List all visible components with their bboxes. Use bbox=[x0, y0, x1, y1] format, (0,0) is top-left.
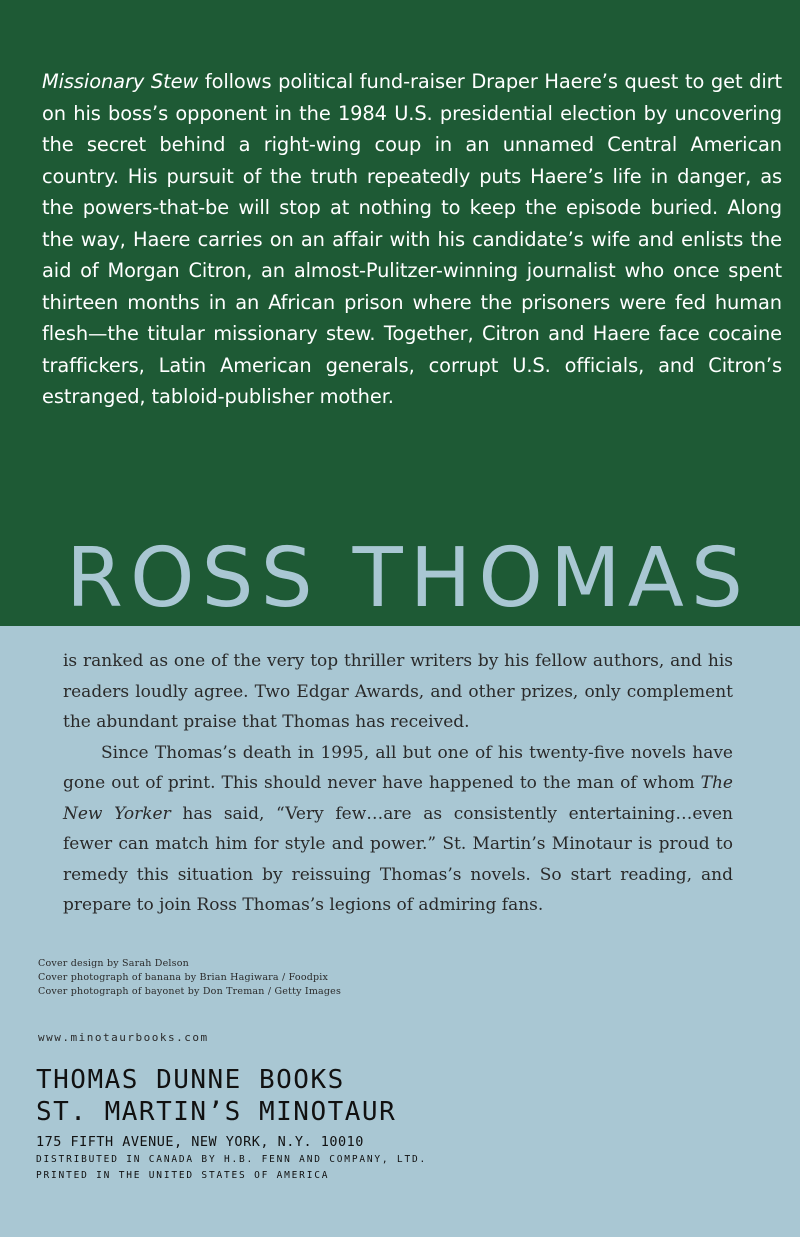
distribution-note: DISTRIBUTED IN CANADA BY H.B. FENN AND COMPANY, LTD. bbox=[36, 1154, 428, 1165]
imprint-name: THOMAS DUNNE BOOKS bbox=[36, 1065, 345, 1095]
printing-note: PRINTED IN THE UNITED STATES OF AMERICA bbox=[36, 1170, 330, 1181]
credit-line: Cover design by Sarah Delson bbox=[38, 958, 189, 969]
credit-line: Cover photograph of bayonet by Don Treman / Getty Images bbox=[38, 986, 342, 997]
magazine-title: The New Yorker bbox=[63, 773, 733, 824]
publisher-imprint bbox=[36, 1064, 427, 1184]
synopsis-text: follows political fund-raiser Draper Haere’s quest to get dirt on his boss’s opponent in the 1984 U.S. presidential election by uncovering the secret behind a right-wing coup in an unnamed Central American country. His pursuit of the truth repeatedly puts Haere’s life in danger, as the powers-that-be will stop at nothing to keep the episode buried. Along the way, Haere carries on an affair with his candidate’s wife and enlists the aid of Morgan Citron, an almost-Pulitzer-winning journalist who once spent thirteen months in an African prison where the prisoners were fed human flesh—the titular missionary stew. Together, Citron and Haere face cocaine traffickers, Latin American generals, corrupt U.S. officials, and Citron’s estranged, tabloid-publisher mother. bbox=[42, 70, 783, 408]
bio-paragraph-1: is ranked as one of the very top thriller writers by his fellow authors, and his readers loudly agree. Two Edgar Awards, and other prizes, only complement the abundant praise that Thomas has received. bbox=[63, 651, 733, 732]
author-name: ROSS THOMAS bbox=[66, 531, 750, 626]
synopsis-paragraph bbox=[42, 66, 782, 413]
publisher-address: 175 FIFTH AVENUE, NEW YORK, N.Y. 10010 bbox=[36, 1134, 364, 1150]
cover-credits bbox=[38, 957, 341, 999]
publisher-name: ST. MARTIN’S MINOTAUR bbox=[36, 1097, 397, 1127]
bio-text-a: Since Thomas’s death in 1995, all but one of his twenty-five novels have gone out of print. This should never have happened to the man of whom bbox=[63, 742, 733, 793]
bio-text-b: has said, “Very few…are as consistently entertaining…even fewer can match him for style and power.” St. Martin’s Minotaur is proud to remedy this situation by reissuing Thomas’s novels. So start reading, and prepare to join Ross Thomas’s legions of admiring fans. bbox=[63, 803, 733, 915]
book-title: Missionary Stew bbox=[42, 70, 199, 93]
publisher-website: www.minotaurbooks.com bbox=[38, 1031, 209, 1044]
author-bio bbox=[63, 646, 733, 921]
bio-paragraph-2 bbox=[63, 738, 733, 921]
credit-line: Cover photograph of banana by Brian Hagiwara / Foodpix bbox=[38, 972, 329, 983]
